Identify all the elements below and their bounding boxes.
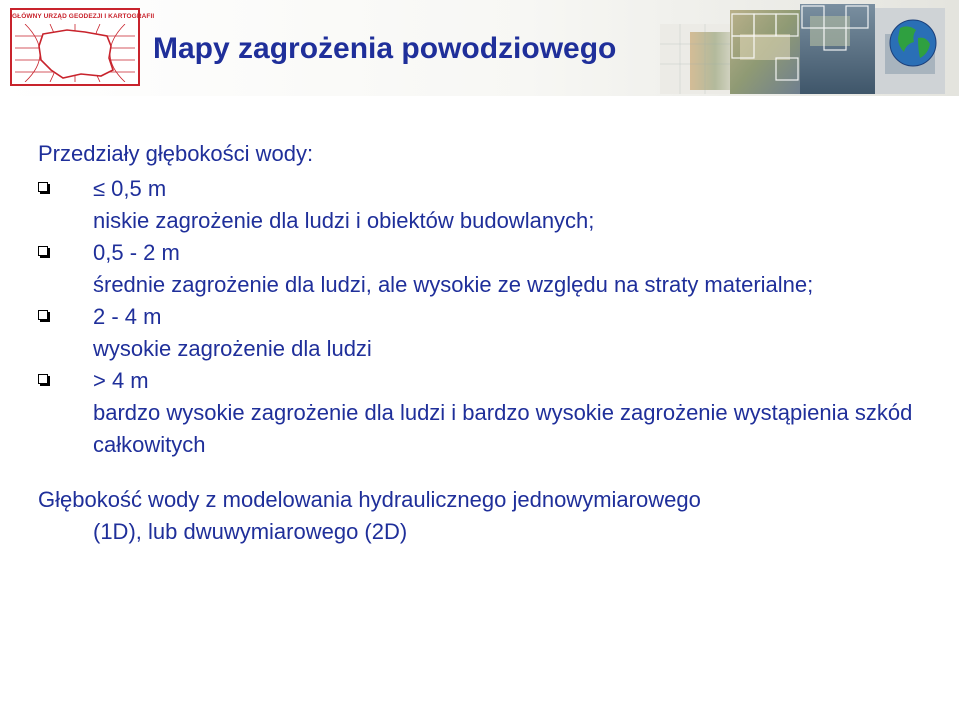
- item-description: średnie zagrożenie dla ludzi, ale wysokie ze względu na straty materialne;: [93, 272, 814, 297]
- poland-map-icon: [15, 24, 135, 82]
- page-title: Mapy zagrożenia powodziowego: [153, 32, 617, 65]
- item-description: bardzo wysokie zagrożenie dla ludzi i bardzo wysokie zagrożenie wystąpienia szkód całkowitych: [93, 400, 913, 457]
- item-description: wysokie zagrożenie dla ludzi: [93, 336, 372, 361]
- footer-line-2: (1D), lub dwuwymiarowego (2D): [93, 519, 408, 544]
- list-item: [38, 365, 959, 461]
- square-bullet-icon: [38, 246, 48, 256]
- item-title: > 4 m: [93, 368, 149, 393]
- item-title: 2 - 4 m: [93, 304, 162, 329]
- square-bullet-icon: [38, 374, 48, 384]
- footer-line-1: Głębokość wody z modelowania hydraulicznego jednowymiarowego: [38, 487, 701, 512]
- slide-header: [0, 0, 959, 96]
- item-description: niskie zagrożenie dla ludzi i obiektów budowlanych;: [93, 208, 595, 233]
- list-item: [38, 237, 959, 301]
- item-title: ≤ 0,5 m: [93, 176, 167, 201]
- logo-text: GŁÓWNY URZĄD GEODEZJI I KARTOGRAFII: [12, 13, 155, 20]
- list-item: [38, 301, 959, 365]
- item-title: 0,5 - 2 m: [93, 240, 180, 265]
- square-bullet-icon: [38, 310, 48, 320]
- footer-text: [38, 484, 959, 548]
- square-bullet-icon: [38, 182, 48, 192]
- slide-content: [38, 138, 959, 548]
- list-item: [38, 173, 959, 237]
- depth-ranges-heading: Przedziały głębokości wody:: [38, 141, 314, 166]
- gugik-logo: [10, 8, 155, 86]
- globe-icon: [888, 18, 938, 68]
